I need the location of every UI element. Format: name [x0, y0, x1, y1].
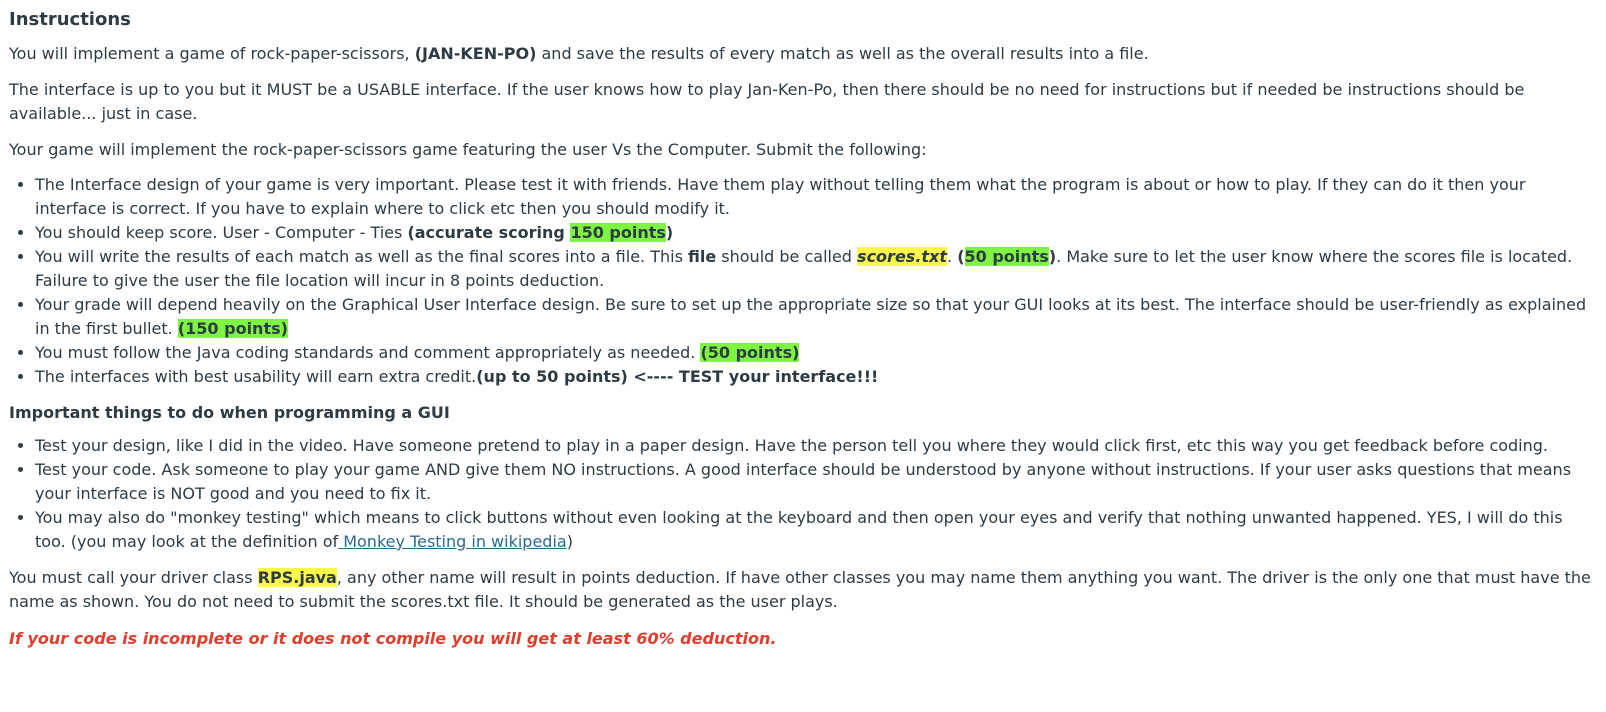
- points-badge: 50 points: [964, 247, 1049, 266]
- intro-text-tail: and save the results of every match as well as the overall results into a file.: [536, 44, 1149, 63]
- tip-text-close: ): [566, 532, 573, 551]
- requirements-list: [9, 173, 1597, 389]
- submit-paragraph: Your game will implement the rock-paper-scissors game featuring the user Vs the Computer. Submit the following:: [9, 140, 927, 159]
- scoring-label: [407, 223, 673, 242]
- extra-credit-label: (up to 50 points) <---- TEST your interface!!!: [476, 367, 879, 386]
- paren-close: ): [1048, 247, 1057, 266]
- requirement-coding-standards: [35, 341, 1597, 365]
- requirement-text: You will write the results of each match as well as the final scores into a file. This: [35, 247, 688, 266]
- jan-ken-po-label: (JAN-KEN-PO): [414, 44, 537, 63]
- requirement-text: You should keep score. User - Computer - Ties: [35, 223, 408, 242]
- tip-monkey-testing: [35, 506, 1597, 554]
- points-badge: (150 points): [177, 319, 288, 338]
- intro-text: You will implement a game of rock-paper-scissors,: [9, 44, 415, 63]
- driver-classname: RPS.java: [257, 568, 337, 587]
- page-title: Instructions: [9, 9, 131, 30]
- scores-filename: scores.txt: [857, 247, 948, 266]
- requirement-interface-design: • The Interface design of your game is very important. Please test it with friends. Have them play without telling them what the program is about or how to play. If they can do it then your interface is correct. If you have to explain where to click etc then you should modify it.: [35, 173, 1597, 221]
- scoring-text: (accurate scoring: [407, 223, 571, 242]
- requirement-text: . Make sure to let the user know where the scores file is located. Failure to give the user the file location will incur in 8 points deduction.: [35, 247, 1573, 290]
- requirement-text: .: [947, 247, 958, 266]
- gui-section-heading: Important things to do when programming a GUI: [9, 403, 450, 422]
- intro-paragraph: [9, 42, 1597, 66]
- requirement-extra-credit: [35, 365, 1597, 389]
- driver-text-tail: , any other name will result in points deduction. If have other classes you may name them anything you want. The driver is the only one that must have the name as shown. You do not need to submit the scores.txt file. It should be generated as the user plays.: [9, 568, 1591, 611]
- tip-text: You may also do "monkey testing" which means to click buttons without even looking at the keyboard and then open your eyes and verify that nothing unwanted happened. YES, I will do this too. (you may look at the definition of: [35, 508, 1563, 551]
- driver-paragraph: [9, 566, 1597, 614]
- deduction-warning: If your code is incomplete or it does not compile you will get at least 60% deduction.: [9, 629, 777, 648]
- monkey-testing-link[interactable]: Monkey Testing in wikipedia: [338, 532, 567, 551]
- requirement-text: should be called: [716, 247, 858, 266]
- requirement-write-file: [35, 245, 1597, 293]
- requirement-text: Your grade will depend heavily on the Graphical User Interface design. Be sure to set up the appropriate size so that your GUI looks at its best. The interface should be user-friendly as explained in the first bullet.: [35, 295, 1587, 338]
- paren-open: (: [957, 247, 965, 266]
- points-badge: (50 points): [700, 343, 800, 362]
- requirement-text: You must follow the Java coding standards and comment appropriately as needed.: [35, 343, 701, 362]
- points-badge: 150 points: [570, 223, 666, 242]
- gui-tips-list: [9, 434, 1597, 554]
- requirement-text: The interfaces with best usability will earn extra credit.: [35, 367, 477, 386]
- driver-text: You must call your driver class: [9, 568, 258, 587]
- interface-paragraph: The interface is up to you but it MUST be a USABLE interface. If the user knows how to play Jan-Ken-Po, then there should be no need for instructions but if needed be instructions should be available... just in case.: [9, 80, 1525, 123]
- scoring-close: ): [665, 223, 674, 242]
- file-label: file: [688, 247, 717, 266]
- tip-test-design: • Test your design, like I did in the video. Have someone pretend to play in a paper design. Have the person tell you where they would click first, etc this way you get feedback before coding.: [35, 434, 1597, 458]
- tip-test-code: • Test your code. Ask someone to play your game AND give them NO instructions. A good interface should be understood by anyone without instructions. If your user asks questions that means your interface is NOT good and you need to fix it.: [35, 458, 1597, 506]
- requirement-gui-design: [35, 293, 1597, 341]
- requirement-keep-score: [35, 221, 1597, 245]
